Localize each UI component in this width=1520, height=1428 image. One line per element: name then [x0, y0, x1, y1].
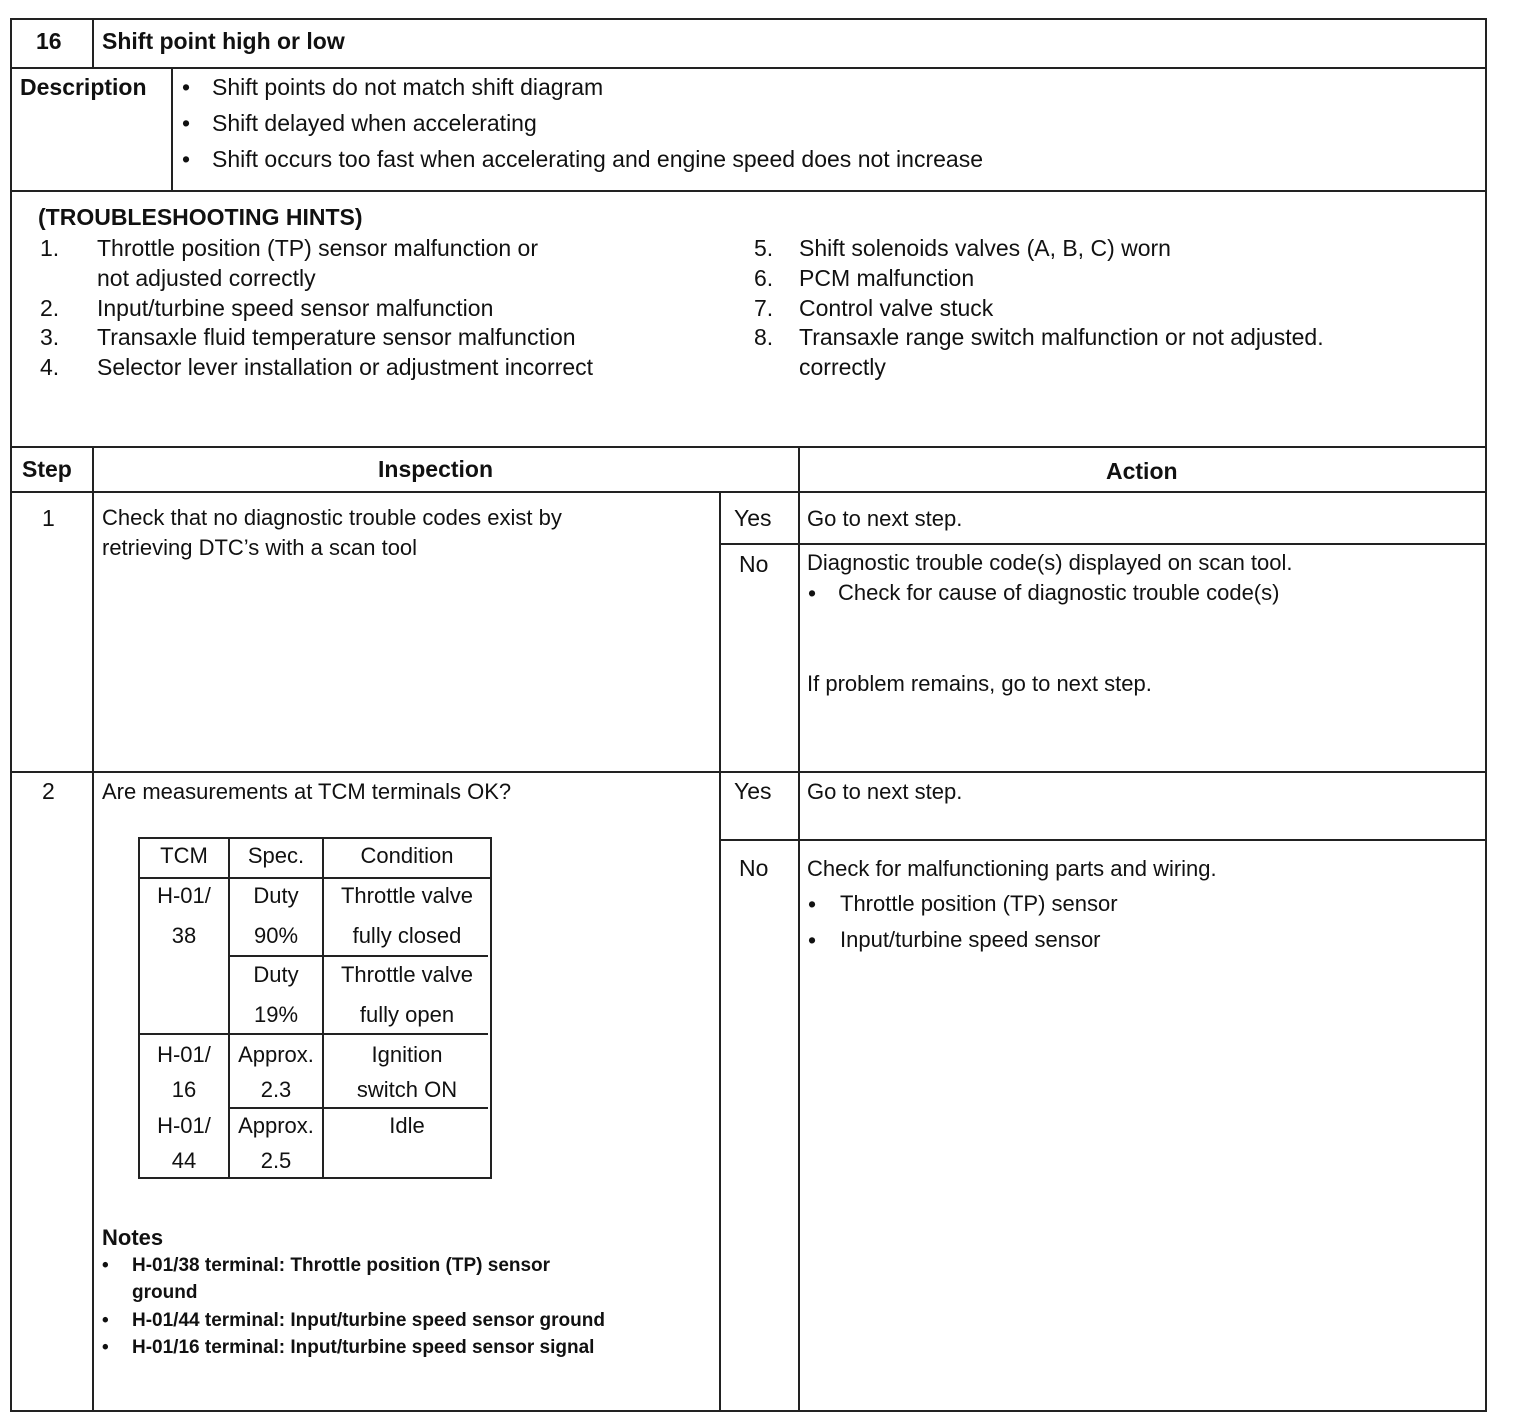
- hint-text: PCM malfunction: [799, 265, 975, 291]
- yes-no-column-divider: [719, 491, 721, 1412]
- condition-cell: Throttle valve: [340, 883, 474, 908]
- tcm-cell: 44: [171, 1148, 197, 1173]
- notes-title: Notes: [102, 1225, 164, 1250]
- no-label: No: [739, 855, 769, 881]
- header-divider: [10, 67, 1487, 69]
- notes-bullet-icon: •: [102, 1310, 109, 1331]
- spec-cell: 90%: [253, 923, 299, 948]
- spec-cell: Approx.: [238, 1113, 314, 1138]
- hint-text: Input/turbine speed sensor malfunction: [97, 295, 494, 321]
- no-action-bullet: Throttle position (TP) sensor: [840, 891, 1118, 916]
- tcm-table-header: Spec.: [247, 843, 305, 868]
- tcm-cell: H-01/: [157, 883, 211, 908]
- hint-text: Shift solenoids valves (A, B, C) worn: [799, 235, 1171, 261]
- hint-number: 5.: [754, 235, 774, 261]
- tcm-cell: H-01/: [157, 1113, 211, 1138]
- column-header-divider: [10, 491, 1487, 493]
- step-number: 2: [42, 778, 55, 804]
- step-inspection-text: Are measurements at TCM terminals OK?: [102, 779, 512, 804]
- problem-title: Shift point high or low: [102, 28, 345, 54]
- no-label: No: [739, 551, 769, 577]
- note-item: H-01/38 terminal: Throttle position (TP) sensor: [132, 1255, 551, 1276]
- note-item: H-01/16 terminal: Input/turbine speed sensor signal: [132, 1337, 595, 1358]
- tcm-measurement-table: [138, 837, 492, 1179]
- header-number-divider: [92, 18, 94, 68]
- tcm-cell: H-01/: [157, 1042, 211, 1067]
- yes-label: Yes: [734, 505, 772, 531]
- tcm-table-header: TCM: [160, 843, 208, 868]
- description-item: Shift occurs too fast when accelerating and engine speed does not increase: [212, 146, 983, 172]
- hint-number: 7.: [754, 295, 774, 321]
- condition-cell: Throttle valve: [340, 962, 474, 987]
- yes-label: Yes: [734, 778, 772, 804]
- spec-cell: Approx.: [238, 1042, 314, 1067]
- hint-number: 3.: [40, 324, 60, 350]
- hint-number: 6.: [754, 265, 774, 291]
- condition-cell: switch ON: [356, 1077, 458, 1102]
- hint-number: 4.: [40, 354, 60, 380]
- step1-divider: [10, 771, 1487, 773]
- hint-number: 1.: [40, 235, 60, 261]
- hints-divider: [10, 446, 1487, 448]
- hint-text: correctly: [799, 354, 886, 380]
- hint-number: 2.: [40, 295, 60, 321]
- description-bullet-icon: •: [182, 110, 191, 136]
- action-bullet-icon: •: [808, 580, 817, 606]
- note-item: H-01/44 terminal: Input/turbine speed sensor ground: [132, 1310, 605, 1331]
- spec-cell: 19%: [253, 1002, 299, 1027]
- description-bullet-icon: •: [182, 146, 191, 172]
- action-column-divider: [798, 446, 800, 1412]
- column-header-action: Action: [1106, 458, 1178, 484]
- condition-cell: Idle: [389, 1113, 425, 1138]
- description-label-divider: [171, 67, 173, 191]
- spec-cell: Duty: [253, 883, 299, 908]
- tcm-table-header: Condition: [360, 843, 454, 868]
- step-inspection-text: Check that no diagnostic trouble codes exist by: [102, 505, 562, 530]
- yes-action: Go to next step.: [807, 506, 963, 531]
- description-label: Description: [20, 74, 147, 100]
- step-column-divider: [92, 446, 94, 1412]
- no-action-footer: If problem remains, go to next step.: [807, 671, 1152, 696]
- no-action-bullet: Check for cause of diagnostic trouble code(s): [838, 580, 1280, 605]
- action-bullet-icon: •: [808, 927, 817, 953]
- condition-cell: fully closed: [352, 923, 462, 948]
- tcm-cell: 16: [171, 1077, 197, 1102]
- action-bullet-icon: •: [808, 891, 817, 917]
- column-header-inspection: Inspection: [378, 456, 494, 482]
- description-item: Shift delayed when accelerating: [212, 110, 537, 136]
- problem-number: 16: [36, 28, 62, 54]
- hint-number: 8.: [754, 324, 774, 350]
- condition-cell: Ignition: [371, 1042, 443, 1067]
- hint-text: Throttle position (TP) sensor malfunction or: [97, 235, 539, 261]
- notes-bullet-icon: •: [102, 1255, 109, 1276]
- hint-text: Selector lever installation or adjustment incorrect: [97, 354, 594, 380]
- yes-action: Go to next step.: [807, 779, 963, 804]
- description-bullet-icon: •: [182, 74, 191, 100]
- condition-cell: fully open: [359, 1002, 455, 1027]
- tcm-cell: 38: [171, 923, 197, 948]
- note-item: ground: [132, 1282, 198, 1303]
- hint-text: Transaxle range switch malfunction or not adjusted.: [799, 324, 1324, 350]
- description-item: Shift points do not match shift diagram: [212, 74, 604, 100]
- no-action-bullet: Input/turbine speed sensor: [840, 927, 1101, 952]
- no-action: Check for malfunctioning parts and wiring.: [807, 856, 1217, 881]
- column-header-step: Step: [22, 456, 72, 482]
- step-inspection-text: retrieving DTC’s with a scan tool: [102, 535, 418, 560]
- spec-cell: 2.5: [260, 1148, 292, 1173]
- spec-cell: Duty: [253, 962, 299, 987]
- step1-yes-no-divider: [719, 543, 1487, 545]
- spec-cell: 2.3: [260, 1077, 292, 1102]
- no-action: Diagnostic trouble code(s) displayed on scan tool.: [807, 550, 1293, 575]
- hint-text: Transaxle fluid temperature sensor malfunction: [97, 324, 576, 350]
- hint-text: Control valve stuck: [799, 295, 994, 321]
- description-divider: [10, 190, 1487, 192]
- step2-yes-no-divider: [719, 839, 1487, 841]
- hints-title: (TROUBLESHOOTING HINTS): [38, 204, 363, 230]
- notes-bullet-icon: •: [102, 1337, 109, 1358]
- step-number: 1: [42, 505, 55, 531]
- hint-text: not adjusted correctly: [97, 265, 316, 291]
